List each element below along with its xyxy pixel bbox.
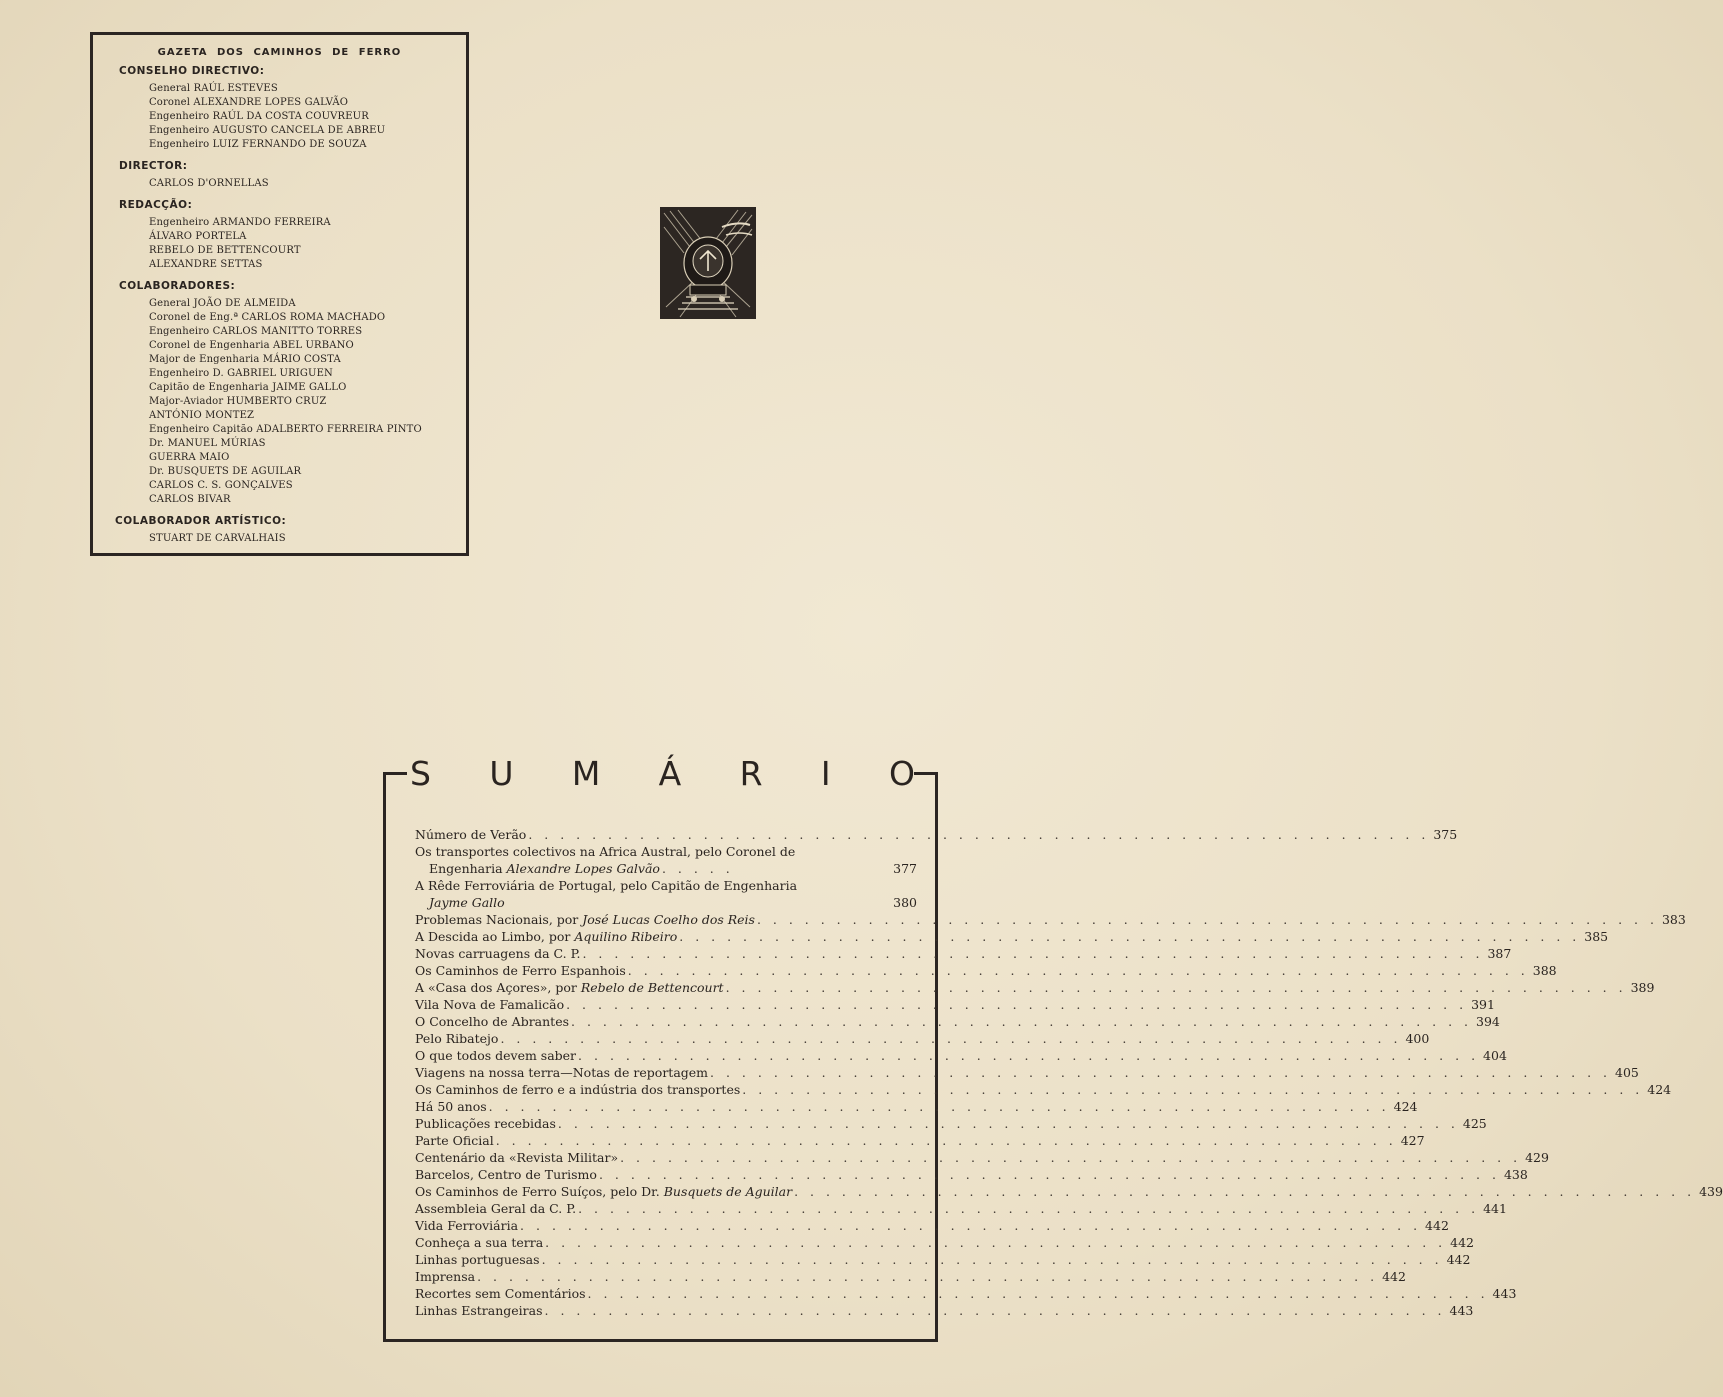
section-names bbox=[93, 216, 466, 272]
staff-name: Engenheiro CARLOS MANITTO TORRES bbox=[149, 326, 363, 337]
leader-dots: . . . . . . . . . . . . . . . . . . . . . . . . . . . . . . . . . . . . . . . . . . . . . . . . . . . . . . . . . bbox=[545, 1235, 1447, 1250]
toc-entry bbox=[415, 1200, 1507, 1217]
staff-name: Capitão de Engenharia JAIME GALLO bbox=[149, 382, 347, 393]
toc-entry bbox=[415, 979, 1655, 996]
masthead-title: GAZETA DOS CAMINHOS DE FERRO bbox=[157, 47, 402, 58]
toc-page-number: 442 bbox=[1382, 1269, 1406, 1284]
toc-entry-title bbox=[415, 979, 724, 996]
staff-name: Engenheiro ARMANDO FERREIRA bbox=[149, 217, 331, 228]
sumario-letter: Á bbox=[658, 754, 682, 793]
leader-dots: . . . . . . . . . . . . . . . . . . . . . . . . . . . . . . . . . . . . . . . . . . . . . . . . . . . . . . . . . bbox=[520, 1218, 1422, 1233]
toc-entry bbox=[415, 826, 1458, 843]
section-heading: COLABORADOR ARTÍSTICO: bbox=[115, 515, 287, 527]
toc-entry bbox=[415, 1268, 1406, 1285]
toc-entry-title bbox=[415, 928, 677, 945]
toc-entry bbox=[415, 1064, 1639, 1081]
toc-entry-text: Problemas Nacionais, por bbox=[415, 912, 583, 927]
toc-page-number: 443 bbox=[1492, 1286, 1517, 1301]
toc-entry-text: Conheça a sua terra bbox=[415, 1235, 544, 1250]
toc-page-number: 442 bbox=[1450, 1235, 1475, 1250]
toc-page-number: 442 bbox=[1425, 1218, 1449, 1233]
toc-entry bbox=[415, 877, 917, 911]
toc-entry-title bbox=[415, 1132, 494, 1149]
frame-top-left-rule bbox=[383, 772, 407, 775]
toc-entry bbox=[415, 1115, 1487, 1132]
toc-entry-author: Aquilino Ribeiro bbox=[574, 929, 678, 944]
masthead-box bbox=[90, 32, 469, 556]
toc-entry bbox=[415, 1098, 1418, 1115]
staff-name: Engenheiro D. GABRIEL URIGUEN bbox=[149, 368, 333, 379]
toc-entry-text: Novas carruagens da C. P. bbox=[415, 946, 581, 961]
section-names bbox=[93, 297, 466, 507]
toc-page-number: 389 bbox=[1630, 980, 1655, 995]
staff-name: Engenheiro Capitão ADALBERTO FERREIRA PINTO bbox=[149, 424, 422, 435]
leader-dots: . . . . . . . . . . . . . . . . . . . . . . . . . . . . . . . . . . . . . . . . . . . . . . . . . . . . . . . . . bbox=[742, 1082, 1644, 1097]
leader-dots: . . . . . . . . . . . . . . . . . . . . . . . . . . . . . . . . . . . . . . . . . . . . . . . . . . . . . . . . . bbox=[794, 1184, 1696, 1199]
staff-name: STUART DE CARVALHAIS bbox=[149, 533, 286, 544]
toc-entry-text: Centenário da «Revista Militar» bbox=[415, 1150, 619, 1165]
toc-entry-title bbox=[415, 1200, 576, 1217]
sumario-letter: S bbox=[410, 754, 431, 793]
toc-page-number: 391 bbox=[1471, 997, 1495, 1012]
staff-name: Major-Aviador HUMBERTO CRUZ bbox=[149, 396, 327, 407]
staff-name: CARLOS C. S. GONÇALVES bbox=[149, 480, 293, 491]
section-names bbox=[93, 177, 466, 191]
leader-dots: . . . . . . . . . . . . . . . . . . . . . . . . . . . . . . . . . . . . . . . . . . . . . . . . . . . . . . . . . bbox=[598, 1167, 1500, 1182]
toc-entry-title bbox=[415, 1081, 740, 1098]
leader-dots: . . . . . . . . . . . . . . . . . . . . . . . . . . . . . . . . . . . . . . . . . . . . . . . . . . . . . . . . . bbox=[710, 1065, 1612, 1080]
toc-entry-title bbox=[415, 1098, 487, 1115]
toc-entry bbox=[415, 962, 1557, 979]
toc-entry-text: Publicações recebidas bbox=[415, 1116, 556, 1131]
toc-entry-text: Os Caminhos de Ferro Suíços, pelo Dr. bbox=[415, 1184, 664, 1199]
section-heading: COLABORADORES: bbox=[119, 280, 236, 292]
toc-entry-title bbox=[415, 1030, 498, 1047]
toc-entry-title: Os transportes colectivos na Africa Austral, pelo Coronel de bbox=[415, 844, 796, 859]
staff-name: Coronel de Eng.ª CARLOS ROMA MACHADO bbox=[149, 312, 386, 323]
leader-dots: . . . . . . . . . . . . . . . . . . . . . . . . . . . . . . . . . . . . . . . . . . . . . . . . . . . . . . . . . bbox=[627, 963, 1529, 978]
leader-dots: . . . . . . . . . . . . . . . . . . . . . . . . . . . . . . . . . . . . . . . . . . . . . . . . . . . . . . . . . bbox=[566, 997, 1468, 1012]
leader-dots: . . . . . . . . . . . . . . . . . . . . . . . . . . . . . . . . . . . . . . . . . . . . . . . . . . . . . . . . . bbox=[571, 1014, 1473, 1029]
toc-page-number: 377 bbox=[893, 861, 917, 876]
toc-entry bbox=[415, 1166, 1528, 1183]
toc-entry-text: Viagens na nossa terra—Notas de reportagem bbox=[415, 1065, 709, 1080]
staff-name: ANTÓNIO MONTEZ bbox=[149, 410, 255, 421]
section-heading: CONSELHO DIRECTIVO: bbox=[119, 65, 265, 77]
toc-entry-text: Os Caminhos de Ferro Espanhois bbox=[415, 963, 626, 978]
staff-name: Coronel de Engenharia ABEL URBANO bbox=[149, 340, 354, 351]
toc-entry-title bbox=[415, 1217, 518, 1234]
toc-entry bbox=[415, 1013, 1500, 1030]
toc-entry-title bbox=[415, 1013, 569, 1030]
toc-entry-title-line2 bbox=[429, 860, 660, 877]
toc-page-number: 394 bbox=[1476, 1014, 1500, 1029]
staff-name: General JOÃO DE ALMEIDA bbox=[149, 298, 296, 309]
leader-dots: . . . . . . . . . . . . . . . . . . . . . . . . . . . . . . . . . . . . . . . . . . . . . . . . . . . . . . . . . bbox=[756, 912, 1658, 927]
leader-dots: . . . . . . . . . . . . . . . . . . . . . . . . . . . . . . . . . . . . . . . . . . . . . . . . . . . . . . . . . bbox=[495, 1133, 1397, 1148]
toc-page-number: 375 bbox=[1433, 827, 1458, 842]
toc-entry-author: Jayme Gallo bbox=[429, 895, 505, 910]
toc-entry bbox=[415, 1132, 1425, 1149]
toc-entry-title bbox=[415, 962, 626, 979]
toc-entry bbox=[415, 1285, 1517, 1302]
toc-entry-text: Vida Ferroviária bbox=[415, 1218, 519, 1233]
staff-name: Dr. MANUEL MÚRIAS bbox=[149, 438, 266, 449]
sumario-title bbox=[410, 755, 915, 793]
toc-page-number: 439 bbox=[1699, 1184, 1723, 1199]
leader-dots: . . . . . . . . . . . . . . . . . . . . . . . . . . . . . . . . . . . . . . . . . . . . . . . . . . . . . . . . . bbox=[620, 1150, 1522, 1165]
staff-name: ALEXANDRE SETTAS bbox=[149, 259, 263, 270]
toc-page-number: 427 bbox=[1400, 1133, 1425, 1148]
toc-entry-title bbox=[415, 996, 564, 1013]
toc-entry-text: Recortes sem Comentários bbox=[415, 1286, 586, 1301]
sumario-letter: I bbox=[820, 754, 831, 793]
toc-entry-title bbox=[415, 945, 580, 962]
locomotive-engraving-illustration bbox=[660, 207, 756, 319]
toc-entry bbox=[415, 1302, 1474, 1319]
section-names bbox=[93, 82, 466, 152]
toc-entry-title-cont bbox=[415, 894, 917, 911]
toc-entry-prefix: Engenharia bbox=[429, 861, 507, 876]
staff-name: REBELO DE BETTENCOURT bbox=[149, 245, 301, 256]
toc-entry-text: Parte Oficial bbox=[415, 1133, 494, 1148]
staff-name: Engenheiro LUIZ FERNANDO DE SOUZA bbox=[149, 139, 367, 150]
leader-dots: . . . . . . . . . . . . . . . . . . . . . . . . . . . . . . . . . . . . . . . . . . . . . . . . . . . . . . . . . bbox=[578, 1048, 1480, 1063]
toc-entry-author: Alexandre Lopes Galvão bbox=[506, 861, 660, 876]
toc-entry-text: Número de Verão bbox=[415, 827, 527, 842]
toc-entry-text: Assembleia Geral da C. P. bbox=[415, 1201, 577, 1216]
toc-page-number: 387 bbox=[1487, 946, 1512, 961]
toc-entry bbox=[415, 1047, 1507, 1064]
leader-dots: . . . . . . . . . . . . . . . . . . . . . . . . . . . . . . . . . . . . . . . . . . . . . . . . . . . . . . . . . bbox=[500, 1031, 1402, 1046]
toc-entry bbox=[415, 1030, 1430, 1047]
leader-dots: . . . . . bbox=[661, 861, 734, 876]
toc-entry bbox=[415, 1149, 1549, 1166]
toc-entry-text: O Concelho de Abrantes bbox=[415, 1014, 570, 1029]
leader-dots: . . . . . . . . . . . . . . . . . . . . . . . . . . . . . . . . . . . . . . . . . . . . . . . . . . . . . . . . . bbox=[544, 1303, 1446, 1318]
leader-dots: . . . . . . . . . . . . . . . . . . . . . . . . . . . . . . . . . . . . . . . . . . . . . . . . . . . . . . . . . bbox=[725, 980, 1627, 995]
section-heading: REDACÇÃO: bbox=[119, 199, 193, 211]
toc-entry-text: A Descida ao Limbo, por bbox=[415, 929, 575, 944]
sumario-letter: O bbox=[889, 754, 915, 793]
staff-name: Major de Engenharia MÁRIO COSTA bbox=[149, 354, 341, 365]
staff-name: CARLOS D'ORNELLAS bbox=[149, 178, 269, 189]
table-of-contents bbox=[415, 826, 1723, 1319]
toc-entry-text: Linhas portuguesas bbox=[415, 1252, 540, 1267]
toc-entry bbox=[415, 911, 1686, 928]
sumario-letter: M bbox=[571, 754, 601, 793]
toc-entry bbox=[415, 1183, 1723, 1200]
toc-entry-text: O que todos devem saber bbox=[415, 1048, 577, 1063]
toc-page-number: 424 bbox=[1647, 1082, 1672, 1097]
staff-name: ÁLVARO PORTELA bbox=[149, 231, 247, 242]
toc-entry bbox=[415, 928, 1609, 945]
toc-page-number: 380 bbox=[893, 895, 917, 910]
toc-entry-text: Pelo Ribatejo bbox=[415, 1031, 499, 1046]
leader-dots: . . . . . . . . . . . . . . . . . . . . . . . . . . . . . . . . . . . . . . . . . . . . . . . . . . . . . . . . . bbox=[477, 1269, 1379, 1284]
toc-entry-title bbox=[415, 1047, 576, 1064]
toc-entry-author: Rebelo de Bettencourt bbox=[580, 980, 724, 995]
toc-page-number: 442 bbox=[1446, 1252, 1471, 1267]
toc-entry bbox=[415, 1081, 1672, 1098]
leader-dots: . . . . . . . . . . . . . . . . . . . . . . . . . . . . . . . . . . . . . . . . . . . . . . . . . . . . . . . . . bbox=[557, 1116, 1459, 1131]
toc-entry bbox=[415, 996, 1495, 1013]
staff-name: General RAÚL ESTEVES bbox=[149, 83, 278, 94]
toc-page-number: 385 bbox=[1584, 929, 1609, 944]
toc-entry-title bbox=[415, 1251, 540, 1268]
toc-entry bbox=[415, 945, 1512, 962]
toc-entry-title bbox=[415, 1183, 792, 1200]
toc-entry-title bbox=[415, 1149, 618, 1166]
toc-entry bbox=[415, 843, 917, 877]
toc-entry-title: A Rêde Ferroviária de Portugal, pelo Capitão de Engenharia bbox=[415, 878, 798, 893]
staff-name: Dr. BUSQUETS DE AGUILAR bbox=[149, 466, 302, 477]
staff-name: Engenheiro RAÚL DA COSTA COUVREUR bbox=[149, 111, 369, 122]
toc-entry-author: Busquets de Aguilar bbox=[663, 1184, 793, 1199]
frame-top-right-rule bbox=[914, 772, 938, 775]
leader-dots: . . . . . . . . . . . . . . . . . . . . . . . . . . . . . . . . . . . . . . . . . . . . . . . . . . . . . . . . . bbox=[578, 1201, 1480, 1216]
leader-dots: . . . . . . . . . . . . . . . . . . . . . . . . . . . . . . . . . . . . . . . . . . . . . . . . . . . . . . . . . bbox=[582, 946, 1484, 961]
staff-name: Coronel ALEXANDRE LOPES GALVÃO bbox=[149, 97, 349, 108]
toc-entry-title bbox=[415, 1064, 708, 1081]
toc-entry bbox=[415, 1217, 1449, 1234]
toc-entry-title bbox=[415, 1115, 556, 1132]
sumario-letter: R bbox=[739, 754, 763, 793]
toc-page-number: 438 bbox=[1503, 1167, 1528, 1182]
staff-name: CARLOS BIVAR bbox=[149, 494, 231, 505]
toc-page-number: 404 bbox=[1483, 1048, 1507, 1063]
section-heading: DIRECTOR: bbox=[119, 160, 188, 172]
leader-dots: . . . . . . . . . . . . . . . . . . . . . . . . . . . . . . . . . . . . . . . . . . . . . . . . . . . . . . . . . bbox=[679, 929, 1581, 944]
toc-entry-title bbox=[415, 1285, 586, 1302]
toc-page-number: 429 bbox=[1525, 1150, 1549, 1165]
toc-entry-text: A «Casa dos Açores», por bbox=[415, 980, 581, 995]
leader-dots bbox=[507, 894, 913, 911]
toc-entry-text: Barcelos, Centro de Turismo bbox=[415, 1167, 597, 1182]
toc-page-number: 388 bbox=[1532, 963, 1557, 978]
toc-page-number: 400 bbox=[1405, 1031, 1430, 1046]
toc-page-number: 441 bbox=[1483, 1201, 1507, 1216]
toc-entry-text: Linhas Estrangeiras bbox=[415, 1303, 543, 1318]
toc-entry bbox=[415, 1251, 1471, 1268]
toc-page-number: 383 bbox=[1661, 912, 1686, 927]
toc-entry-title bbox=[415, 1268, 475, 1285]
toc-entry-title bbox=[415, 1166, 597, 1183]
toc-entry-author: José Lucas Coelho dos Reis bbox=[582, 912, 755, 927]
leader-dots: . . . . . . . . . . . . . . . . . . . . . . . . . . . . . . . . . . . . . . . . . . . . . . . . . . . . . . . . . bbox=[488, 1099, 1390, 1114]
toc-entry-text: Imprensa bbox=[415, 1269, 476, 1284]
toc-entry-text: Vila Nova de Famalicão bbox=[415, 997, 565, 1012]
toc-page-number: 443 bbox=[1449, 1303, 1474, 1318]
toc-entry-title-line2 bbox=[429, 894, 505, 911]
section-names bbox=[93, 532, 466, 546]
toc-page-number: 425 bbox=[1462, 1116, 1487, 1131]
leader-dots: . . . . . . . . . . . . . . . . . . . . . . . . . . . . . . . . . . . . . . . . . . . . . . . . . . . . . . . . . bbox=[528, 827, 1430, 842]
toc-entry-title bbox=[415, 826, 526, 843]
staff-name: GUERRA MAIO bbox=[149, 452, 230, 463]
toc-entry-text: Há 50 anos bbox=[415, 1099, 487, 1114]
masthead-sections bbox=[93, 64, 466, 546]
toc-entry-title bbox=[415, 1234, 543, 1251]
leader-dots: . . . . . . . . . . . . . . . . . . . . . . . . . . . . . . . . . . . . . . . . . . . . . . . . . . . . . . . . . bbox=[541, 1252, 1443, 1267]
toc-page-number: 405 bbox=[1615, 1065, 1639, 1080]
leader-dots: . . . . . . . . . . . . . . . . . . . . . . . . . . . . . . . . . . . . . . . . . . . . . . . . . . . . . . . . . bbox=[587, 1286, 1489, 1301]
toc-entry-title bbox=[415, 911, 755, 928]
staff-name: Engenheiro AUGUSTO CANCELA DE ABREU bbox=[149, 125, 386, 136]
toc-entry-title-cont bbox=[415, 860, 917, 877]
toc-entry-text: Os Caminhos de ferro e a indústria dos transportes bbox=[415, 1082, 741, 1097]
toc-page-number: 424 bbox=[1393, 1099, 1418, 1114]
sumario-letter: U bbox=[489, 754, 514, 793]
toc-entry bbox=[415, 1234, 1475, 1251]
toc-entry-title bbox=[415, 1302, 543, 1319]
